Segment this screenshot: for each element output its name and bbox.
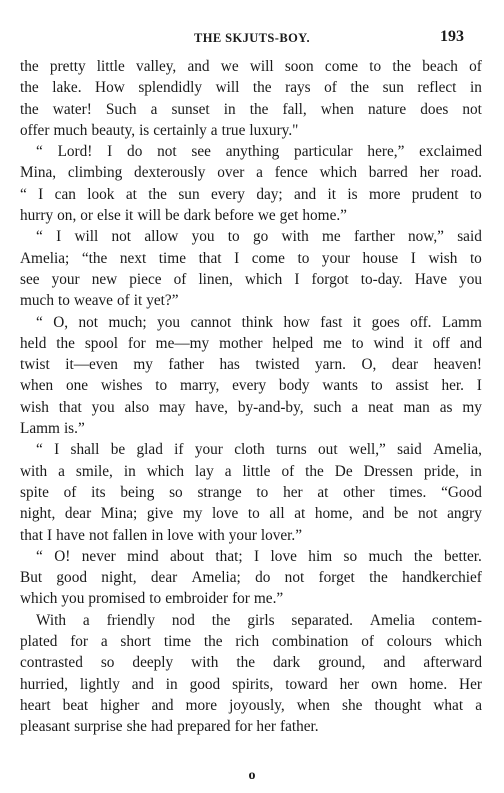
paragraph [20,610,482,738]
paragraph [20,141,482,226]
paragraph [20,439,482,545]
text-line: spite of its being so strange to her at other times. “Good [20,483,482,501]
text-line: pleasant surprise she had prepared for her father. [20,718,319,736]
text-line: see your new piece of linen, which I forgot to-day. Have you [20,270,482,288]
paragraph [20,546,482,610]
text-line: “ O! never mind about that; I love him so much the better. [36,547,482,565]
text-line: Amelia; “the next time that I come to your house I wish to [20,249,482,267]
text-line: much to weave of it yet?” [20,292,179,310]
running-title: THE SKJUTS-BOY. [194,31,310,45]
text-line: “ O, not much; you cannot think how fast it goes off. Lamm [36,313,482,331]
text-line: the pretty little valley, and we will soon come to the beach of [20,58,482,75]
page-header [0,28,504,51]
body-text [20,56,482,738]
text-line: the lake. How splendidly will the rays of the sun reflect in [20,79,482,97]
paragraph [20,226,482,311]
text-line: “ I can look at the sun every day; and it is more prudent to [20,185,482,203]
text-line: contrasted so deeply with the dark ground, and afterward [20,654,482,672]
text-line: Mina, climbing dexterously over a fence which barred her road. [20,164,482,182]
text-line: which you promised to embroider for me.” [20,590,284,608]
page-number: 193 [440,28,464,45]
text-line: heart beat higher and more joyously, when she thought what a [20,696,482,714]
text-line: “ I shall be glad if your cloth turns out well,” said Amelia, [36,441,482,459]
text-line: hurry on, or else it will be dark before we get home.” [20,207,347,225]
text-line: “ Lord! I do not see anything particular here,” exclaimed [36,143,482,161]
paragraph [20,312,482,440]
text-line: when one wishes to marry, every body wants to assist her. I [20,377,482,395]
text-line: wish that you also may have, by-and-by, such a neat man as my [20,398,482,416]
text-line: Lamm is.” [20,420,85,438]
text-line: hurried, lightly and in good spirits, toward her own home. Her [20,675,482,693]
text-line: twist it—even my father has twisted yarn. O, dear heaven! [20,356,482,374]
text-line: held the spool for me—my mother helped me to wind it off and [20,334,482,352]
text-line: But good night, dear Amelia; do not forget the handkerchief [20,569,482,587]
text-line: With a friendly nod the girls separated. Amelia contem- [36,611,482,629]
text-line: plated for a short time the rich combination of colours which [20,633,482,651]
text-line: with a smile, in which lay a little of the De Dressen pride, in [20,462,482,480]
text-line: night, dear Mina; give my love to all at home, and be not angry [20,505,482,523]
text-line: “ I will not allow you to go with me farther now,” said [36,228,482,246]
signature-mark: o [248,768,256,783]
text-line: offer much beauty, is certainly a true luxury." [20,121,299,139]
text-line: that I have not fallen in love with your lover.” [20,526,303,544]
paragraph [20,56,482,141]
text-line: the water! Such a sunset in the fall, when nature does not [20,100,482,118]
